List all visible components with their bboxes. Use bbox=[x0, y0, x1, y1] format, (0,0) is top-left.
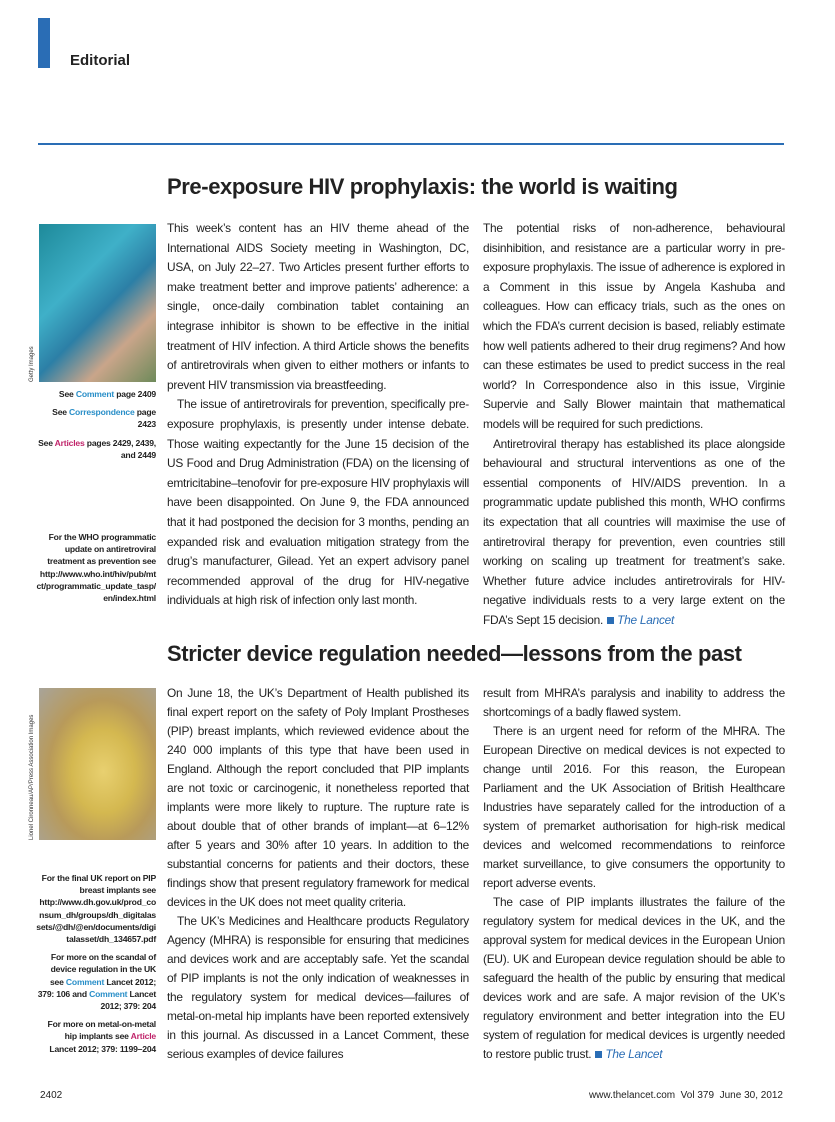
sidebar-notes: For the final UK report on PIP breast implants see http://www.dh.gov.uk/prod_consum_dh/groups/dh_digitalassets/@dh/@en/documents/digitalasset/dh_134657.pdf For more on the scandal of device regulation in the UK see Comment Lancet 2012; 379: 106 and Comment Lancet 2012; 379: 204 For more on metal-on-metal hip implants see Article Lancet 2012; 379: 1199–204 bbox=[36, 873, 156, 1054]
journal-url[interactable]: www.thelancet.com bbox=[588, 1090, 676, 1101]
paragraph: The case of PIP implants illustrates the failure of the regulatory system for medical devices in the UK, and the approval system for medical devices in the European Union (EU). UK and European device regulation should be able to safeguard the health of the public by ensuring that medical devices work and are safe. A major revision of the UK’s regulatory environment and better integration into the EU system of regulation for medical devices is urgently needed to restore public trust. bbox=[483, 895, 785, 1061]
volume: Vol 379 bbox=[680, 1090, 715, 1101]
paragraph: The potential risks of non-adherence, behavioural disinhibition, and resistance are a particular worry in pre-exposure prophylaxis. The issue of adherence is explored in a Comment in this issue by Angela Kashuba and colleagues. How can efficacy trials, such as the ones on which the FDA’s current decision is based, reliably estimate how well patients adhered to their drug regimens? And how can these estimates be used to predict success in the real world? In Correspondence also in this issue, Virginie Supervie and Sally Blower maintain that mathematical models will be required for such predictions. bbox=[483, 221, 785, 431]
paragraph: There is an urgent need for reform of the MHRA. The European Directive on medical devices is not expected to change until 2016. For this reason, the European Parliament and the UK Association of British Healthcare Industries have separately called for the introduction of a system of premarket authorisation for high-risk medical devices and welcomed recommendations to reinforce market surveillance, to give consumers the opportunity to report adverse events. bbox=[483, 724, 785, 890]
breast-implant-photo bbox=[39, 688, 156, 840]
signoff: The Lancet bbox=[605, 1047, 663, 1061]
end-square-icon bbox=[607, 617, 614, 624]
comment-link[interactable]: Comment bbox=[65, 976, 105, 987]
comment-link[interactable]: Comment bbox=[89, 988, 128, 999]
end-square-icon bbox=[595, 1051, 602, 1058]
paragraph: The issue of antiretrovirals for prevention, specifically pre-exposure prophylaxis, is presently under intense debate. Those waiting expectantly for the June 15 decision of the US Food and Drug Administration (FDA) on the licensing of emtricitabine–tenofovir for pre-exposure HIV prophylaxis will have been disappointed. On June 9, the FDA announced that it had postponed the decision for 3 months, pending an expanded risk and evaluation mitigation strategy from the drug’s manufacturer, Gilead. Yet an expert advisory panel recommended approval of the drug for HIV-negative individuals at high risk of infection only last month. bbox=[167, 397, 469, 608]
article-column-1 bbox=[167, 684, 469, 1064]
comment-link[interactable]: Comment bbox=[75, 389, 115, 399]
article-title: Pre-exposure HIV prophylaxis: the world is waiting bbox=[167, 174, 678, 199]
page-number: 2402 bbox=[40, 1090, 63, 1101]
paragraph: On June 18, the UK’s Department of Health published its final expert report on the safety of Poly Implant Prostheses (PIP) breast implants, which reviewed evidence about the 240 000 implants of this type that have been used in England. Although the report concluded that PIP implants are not toxic or carcinogenic, it nonetheless reported that implants were more likely to rupture. The rupture rate is about double that of other brands of implant—at 6–12% after 5 years and 30% after 10 years. In addition to the substantial concerns for patients and their doctors, these findings show that present regulatory framework for medical devices in the UK does not meet quality criteria. bbox=[167, 686, 469, 909]
signoff: The Lancet bbox=[617, 612, 675, 627]
paragraph: The UK’s Medicines and Healthcare products Regulatory Agency (MHRA) is responsible for ensuring that medicines and devices work and are acceptably safe. Yet the scandal of PIP implants is not the only indication of weaknesses in the regulatory system for medical devices—failures of metal-on-metal hip implants have been reported extensively in this journal. As discussed in a Lancet Comment, these serious examples of device failures bbox=[167, 914, 469, 1061]
issue-date: June 30, 2012 bbox=[719, 1090, 783, 1101]
correspondence-link[interactable]: Correspondence bbox=[69, 407, 135, 418]
journal-footer bbox=[589, 1090, 783, 1101]
section-color-bar bbox=[38, 18, 50, 68]
articles-link[interactable]: Articles bbox=[54, 437, 85, 448]
article-column-1 bbox=[167, 219, 469, 611]
article-column-2 bbox=[483, 219, 785, 630]
paragraph: result from MHRA’s paralysis and inability to address the shortcomings of a badly flawed system. bbox=[483, 686, 785, 719]
article-column-2 bbox=[483, 684, 785, 1064]
article-link[interactable]: Article bbox=[130, 1031, 156, 1042]
who-note: For the WHO programmatic update on antiretroviral treatment as prevention see http://www.who.int/hiv/pub/mtct/programmatic_update_tasp/en/index.html bbox=[36, 532, 156, 604]
section-label: Editorial bbox=[70, 52, 131, 69]
pip-note: For the final UK report on PIP breast implants see http://www.dh.gov.uk/prod_consum_dh/groups/dh_digitalassets/@dh/@en/documents/digitalasset/dh_134657.pdf bbox=[36, 873, 156, 945]
paragraph: This week’s content has an HIV theme ahead of the International AIDS Society meeting in Washington, DC, USA, on July 22–27. Two Articles present further efforts to make treatment better and improve patients’ adherence: a single, once-daily combination tablet containing an integrase inhibitor is shown to be effective in the initial treatment of HIV infection. A third Article shows the benefits of antiretrovirals when given to either mothers or infants to prevent HIV transmission via breastfeeding. bbox=[167, 221, 469, 392]
sidebar-notes: See Comment page 2409 See Correspondence page 2423 See Articles pages 2429, 2439, and 2449 For the WHO programmatic update on antiretroviral treatment as prevention see http://www.who.int/hiv/pub/mtct/programmatic_update_tasp/en/index.html bbox=[36, 389, 156, 604]
article-title: Stricter device regulation needed—lessons from the past bbox=[167, 641, 742, 666]
paragraph: Antiretroviral therapy has established its place alongside behavioural and structural interventions as one of the essential components of HIV/AIDS prevention. In a programmatic update published this month, WHO confirms its expectation that all countries will maximise the use of antiretroviral therapy for prevention, even countries still working on scaling up treatment for treatment’s sake. Whether future advice includes antiretrovirals for HIV-negative individuals rests to a very large extent on the FDA’s Sept 15 decision. bbox=[483, 436, 785, 627]
photo-credit: Getty Images bbox=[29, 346, 35, 382]
hiv-pills-photo bbox=[39, 224, 156, 382]
photo-credit: Lionel Cironneau/AP/Press Association Images bbox=[29, 714, 35, 840]
header-divider bbox=[38, 143, 784, 145]
